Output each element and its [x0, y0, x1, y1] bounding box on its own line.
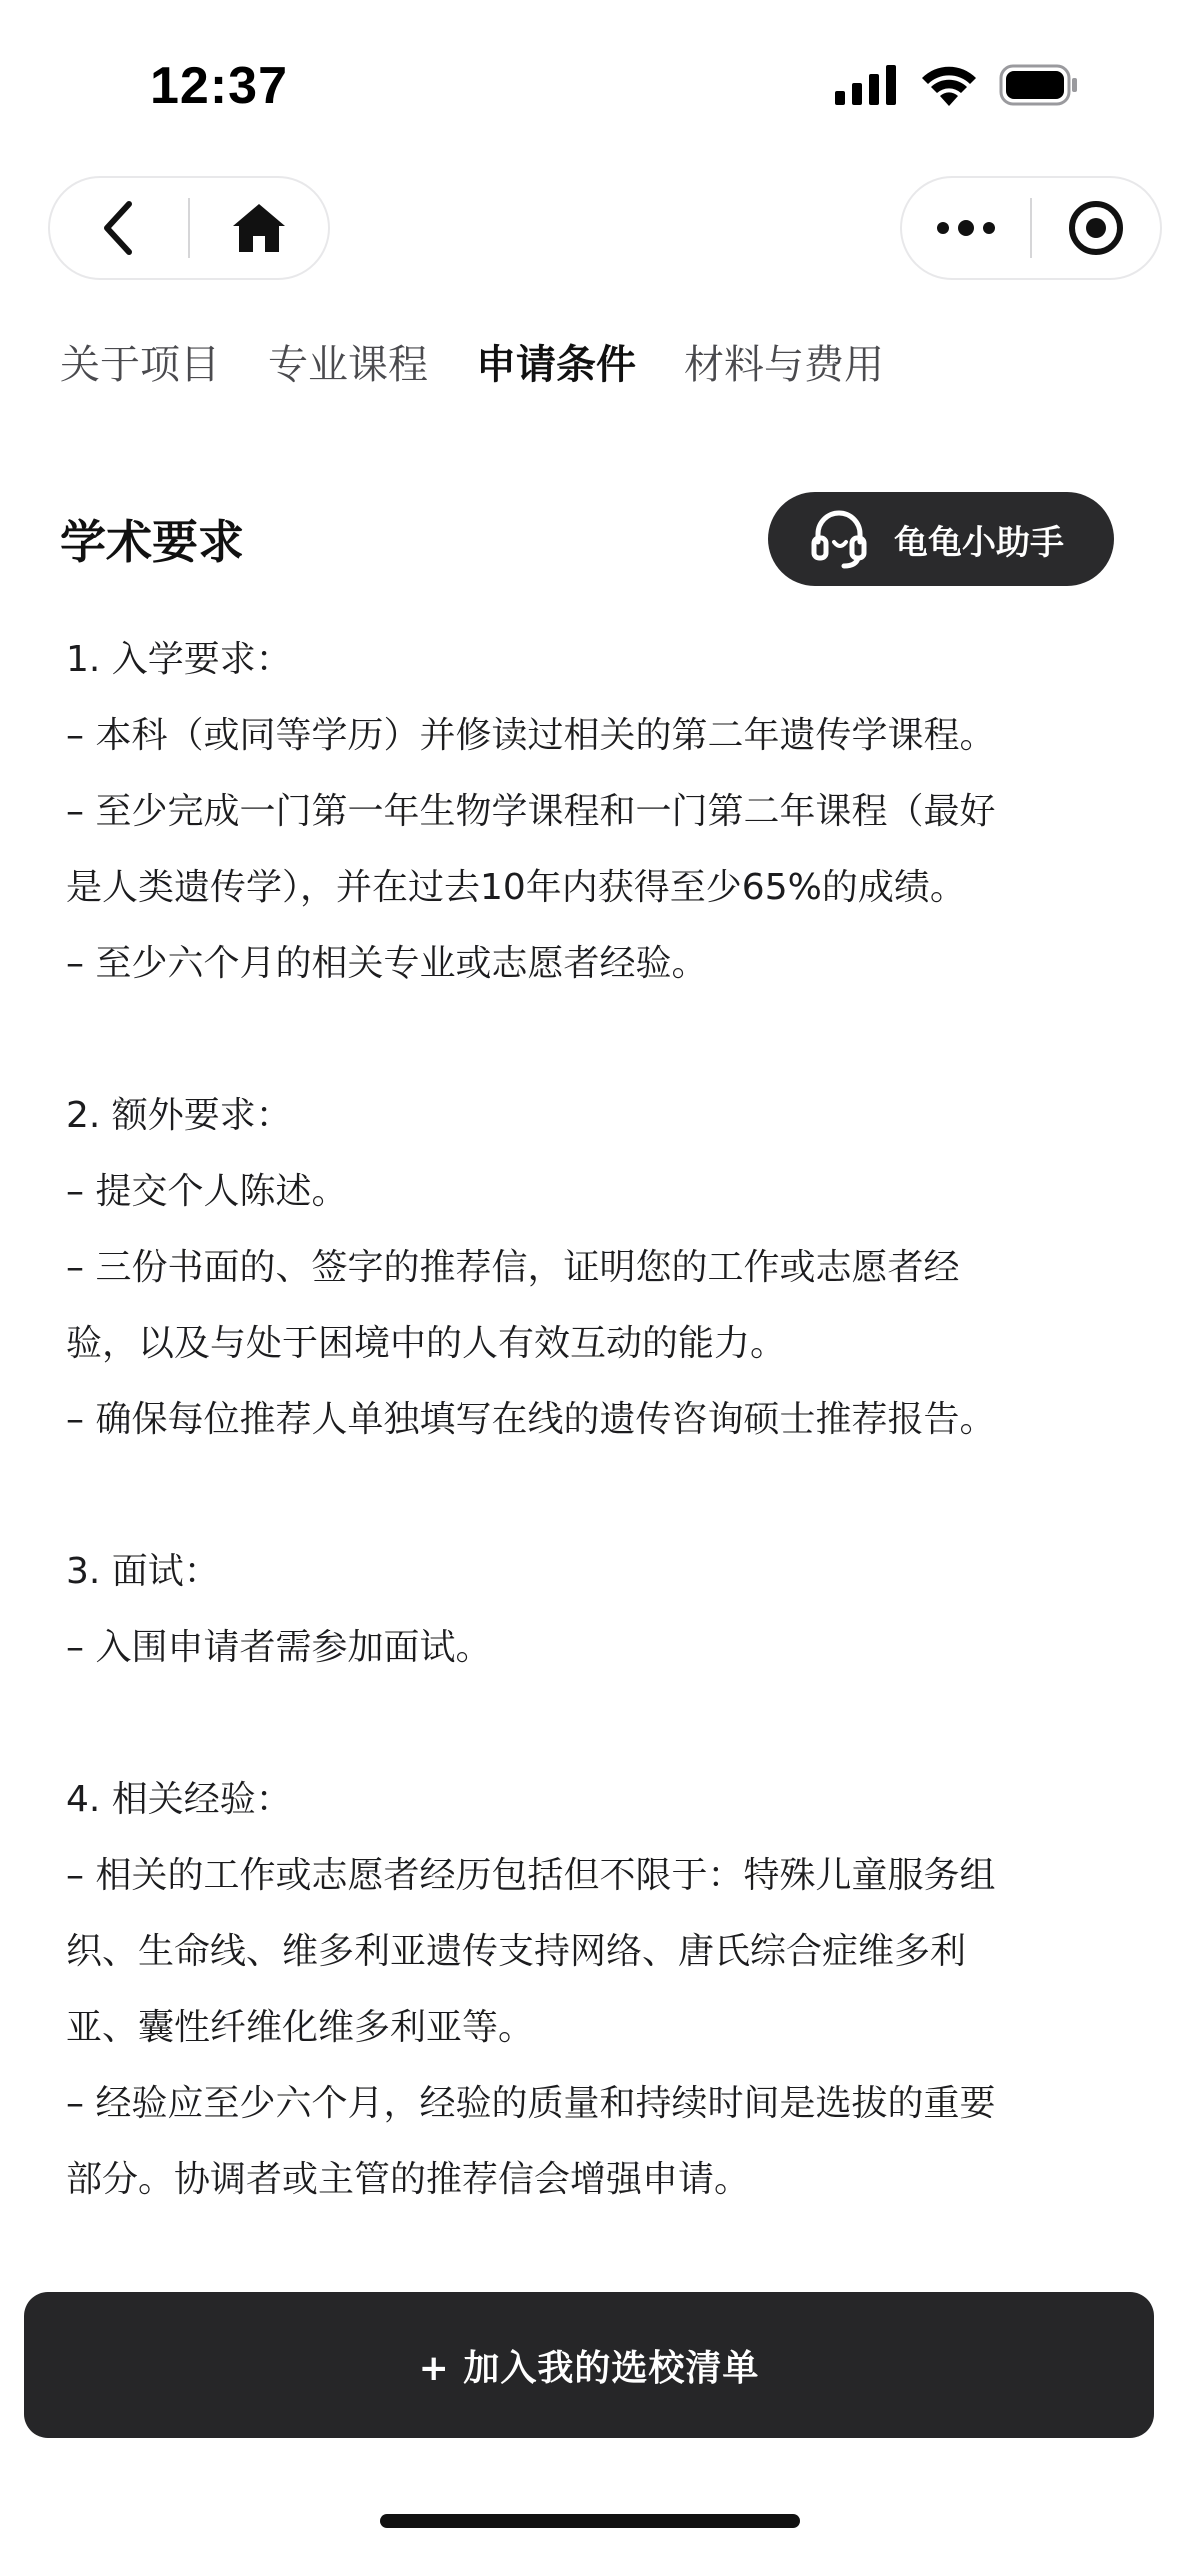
- blank-line: [66, 1686, 1116, 1762]
- content-line: 是人类遗传学），并在过去10年内获得至少65%的成绩。: [66, 867, 966, 908]
- content-line: – 经验应至少六个月，经验的质量和持续时间是选拔的重要: [66, 2083, 996, 2124]
- content-line: 1. 入学要求：: [66, 639, 292, 680]
- content-line: – 三份书面的、签字的推荐信，证明您的工作或志愿者经: [66, 1247, 960, 1288]
- more-icon: [935, 218, 997, 238]
- section-title: 学术要求: [60, 515, 244, 569]
- content-line: – 至少完成一门第一年生物学课程和一门第二年课程（最好: [66, 791, 996, 832]
- add-to-list-button[interactable]: [24, 2292, 1154, 2438]
- tab-label: 申请条件: [476, 342, 636, 388]
- tab-requirements[interactable]: [476, 330, 636, 400]
- content-line: – 相关的工作或志愿者经历包括但不限于：特殊儿童服务组: [66, 1855, 996, 1896]
- back-button[interactable]: [50, 178, 188, 278]
- content-line: 验，以及与处于困境中的人有效互动的能力。: [66, 1323, 787, 1364]
- home-button[interactable]: [190, 178, 328, 278]
- battery-icon: [999, 64, 1079, 106]
- add-to-list-label: + 加入我的选校清单: [418, 2347, 760, 2389]
- content-line: 3. 面试：: [66, 1551, 220, 1592]
- content-line: 4. 相关经验：: [66, 1779, 292, 1820]
- content-line: – 至少六个月的相关专业或志愿者经验。: [66, 943, 708, 984]
- home-indicator: [380, 2514, 800, 2528]
- content-line: – 确保每位推荐人单独填写在线的遗传咨询硕士推荐报告。: [66, 1399, 996, 1440]
- tab-materials-fees[interactable]: [684, 330, 884, 400]
- nav-pill-right: [900, 176, 1162, 280]
- nav-pill-left: [48, 176, 330, 280]
- blank-line: [66, 1458, 1116, 1534]
- content-line: 织、生命线、维多利亚遗传支持网络、唐氏综合症维多利: [66, 1931, 967, 1972]
- signal-icon: [835, 65, 899, 105]
- tab-label: 材料与费用: [684, 342, 884, 388]
- content-line: 亚、囊性纤维化维多利亚等。: [66, 2007, 535, 2048]
- tab-about[interactable]: [60, 330, 220, 400]
- home-icon: [231, 202, 287, 254]
- content-line: – 本科（或同等学历）并修读过相关的第二年遗传学课程。: [66, 715, 996, 756]
- back-icon: [99, 200, 139, 256]
- content-line: 部分。协调者或主管的推荐信会增强申请。: [66, 2159, 751, 2200]
- headset-icon: [810, 508, 868, 570]
- status-bar: [0, 0, 1179, 150]
- assistant-button[interactable]: [768, 492, 1114, 586]
- content-line: – 入围申请者需参加面试。: [66, 1627, 492, 1668]
- tab-bar: [60, 330, 932, 400]
- target-icon: [1068, 200, 1124, 256]
- content-line: – 提交个人陈述。: [66, 1171, 348, 1212]
- assistant-label: 龟龟小助手: [894, 522, 1064, 563]
- content-line: 2. 额外要求：: [66, 1095, 292, 1136]
- status-icons: [835, 64, 1079, 106]
- tab-courses[interactable]: [268, 330, 428, 400]
- tab-label: 关于项目: [60, 342, 220, 388]
- tab-label: 专业课程: [268, 342, 428, 388]
- requirements-content: [66, 622, 1116, 2218]
- blank-line: [66, 1002, 1116, 1078]
- wifi-icon: [921, 64, 977, 106]
- status-time: 12:37: [150, 57, 288, 115]
- more-button[interactable]: [902, 178, 1030, 278]
- close-miniprogram-button[interactable]: [1032, 178, 1160, 278]
